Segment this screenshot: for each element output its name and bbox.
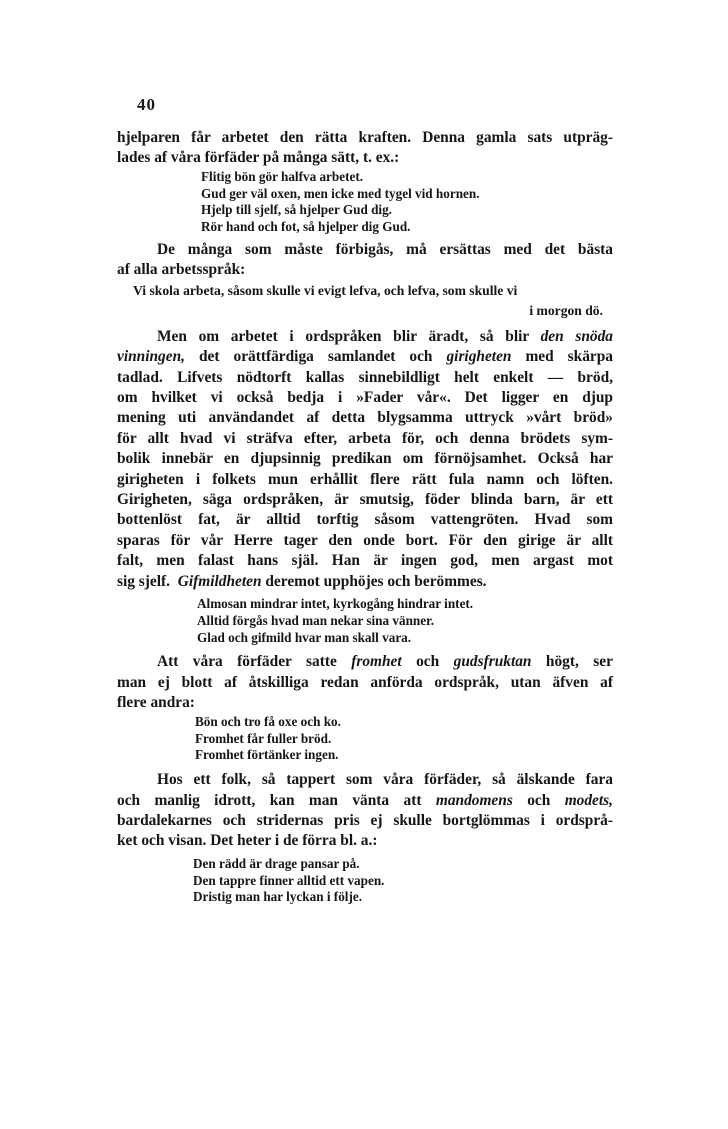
paragraph-2 bbox=[117, 240, 613, 281]
proverb-line: Fromhet får fuller bröd. bbox=[195, 730, 332, 746]
proverb-line: Dristig man har lyckan i följe. bbox=[193, 889, 362, 905]
motto-line: i morgon dö. bbox=[529, 302, 603, 318]
italic-term: mandomens bbox=[435, 791, 513, 809]
text-line: hjelparen får arbetet den rätta kraften. Denna gamla sats utpräg- bbox=[117, 129, 613, 146]
italic-term: girigheten bbox=[446, 348, 512, 366]
text-line: vinningen, det orättfärdiga samlandet och girigheten med skärpa bbox=[117, 348, 613, 366]
paragraph-5 bbox=[117, 770, 613, 852]
text-line: af alla arbetsspråk: bbox=[117, 261, 246, 279]
text-line: man ej blott af åtskilliga redan anförda ordspråk, utan äfven af bbox=[117, 673, 613, 691]
text-line: sparas för vår Herre tager den onde bort. För den girige är allt bbox=[117, 531, 613, 549]
paragraph-3 bbox=[117, 327, 613, 592]
italic-term: vinningen, bbox=[117, 348, 185, 366]
proverb-line: Rör hand och fot, så hjelper dig Gud. bbox=[201, 219, 411, 235]
proverb-line: Almosan mindrar intet, kyrkogång hindrar intet. bbox=[197, 596, 474, 612]
body-text bbox=[117, 128, 613, 906]
proverb-line: Flitig bön gör halfva arbetet. bbox=[201, 168, 364, 184]
italic-term: modets, bbox=[564, 791, 613, 809]
proverb-line: Gud ger väl oxen, men icke med tygel vid hornen. bbox=[201, 185, 480, 201]
proverb-block-4 bbox=[117, 856, 613, 906]
text-line: tadlad. Lifvets nödtorft kallas sinnebildligt helt enkelt — bröd, bbox=[117, 368, 613, 386]
proverb-line: Hjelp till sjelf, så hjelper Gud dig. bbox=[201, 202, 392, 218]
text-line: bolik innebär en djupsinnig predikan om förnöjsamhet. Också har bbox=[117, 450, 613, 468]
text-line: lades af våra förfäder på många sätt, t. ex.: bbox=[117, 149, 400, 167]
text-line: Att våra förfäder satte fromhet och gudsfruktan högt, ser bbox=[157, 653, 613, 671]
proverb-line: Glad och gifmild hvar man skall vara. bbox=[197, 629, 412, 645]
text-line: ket och visan. Det heter i de förra bl. a.: bbox=[117, 832, 378, 850]
text-line: De många som måste förbigås, må ersättas med det bästa bbox=[157, 241, 613, 258]
text-line: bardalekarnes och stridernas pris ej skulle bortglömmas i ordsprå- bbox=[117, 811, 613, 829]
text-line: om hvilket vi också bedja i »Fader vår«. Det ligger en djup bbox=[117, 389, 613, 407]
text-line: Girigheten, säga ordspråken, är smutsig, föder blinda barn, är ett bbox=[117, 491, 613, 509]
proverb-block-2 bbox=[117, 596, 613, 646]
proverb-line: Den tappre finner alltid ett vapen. bbox=[193, 872, 385, 888]
text-line: Men om arbetet i ordspråken blir äradt, så blir den snöda bbox=[157, 327, 613, 345]
proverb-line: Fromhet förtänker ingen. bbox=[195, 747, 339, 763]
text-line: Hos ett folk, så tappert som våra förfäder, så älskande fara bbox=[157, 771, 613, 789]
text-line: flere andra: bbox=[117, 694, 195, 712]
text-line: mening uti användandet af detta blygsamma uttryck »vårt bröd» bbox=[117, 409, 613, 427]
italic-term: gudsfruktan bbox=[453, 653, 532, 671]
page-number: 40 bbox=[137, 95, 156, 114]
text-line: för allt hvad vi sträfva efter, arbeta för, och denna brödets sym- bbox=[117, 429, 613, 447]
motto-line: Vi skola arbeta, såsom skulle vi evigt lefva, och lefva, som skulle vi bbox=[133, 282, 518, 298]
text-line: girigheten i folkets mun erhållit flere rätt fula namn och löften. bbox=[117, 470, 613, 488]
italic-term: den snöda bbox=[540, 327, 613, 345]
proverb-line: Bön och tro få oxe och ko. bbox=[195, 713, 341, 729]
paragraph-4 bbox=[117, 652, 613, 713]
paragraph-1 bbox=[117, 128, 613, 169]
text-line: falt, men falast hans själ. Han är ingen god, men argast mot bbox=[117, 552, 613, 570]
proverb-line: Den rädd är drage pansar på. bbox=[193, 855, 360, 871]
text-line: sig sjelf. Gifmildheten deremot upphöjes och berömmes. bbox=[117, 572, 487, 590]
text-line: bottenlöst fat, är alltid torftig såsom vattengröten. Hvad som bbox=[117, 511, 613, 529]
italic-term: Gifmildheten bbox=[177, 572, 262, 590]
proverb-block-1 bbox=[117, 169, 613, 236]
proverb-line: Alltid förgås hvad man nekar sina vänner. bbox=[197, 612, 435, 628]
italic-term: fromhet bbox=[351, 653, 402, 671]
motto-quote bbox=[117, 281, 613, 321]
proverb-block-3 bbox=[117, 714, 613, 764]
text-line: och manlig idrott, kan man vänta att mandomens och modets, bbox=[117, 791, 613, 809]
